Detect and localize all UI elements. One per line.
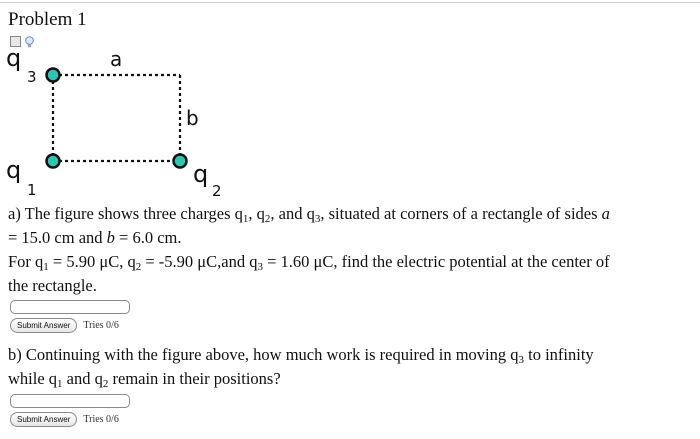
part-a-question — [8, 202, 698, 298]
top-divider — [0, 2, 700, 3]
part-a-submit-row — [10, 318, 119, 333]
part-b-tries: Tries 0/6 — [83, 414, 119, 425]
part-a-line-2: = 15.0 cm and b = 6.0 cm. — [8, 228, 182, 247]
part-a-answer-input[interactable] — [10, 300, 130, 314]
part-a-line-4: the rectangle. — [8, 276, 97, 295]
part-b-line-1: b) Continuing with the figure above, how much work is required in moving $q_3$ to infinity — [8, 345, 594, 366]
q3-label: q — [6, 44, 22, 72]
part-a-line-3: For $q_1 = 5.90$ μC, $q_2 = -5.90$ μC,and $q_3 = 1.60$ μC, find the electric potential at the center of — [8, 252, 610, 273]
part-a-line-1: a) The figure shows three charges $q_1$, $q_2$, and $q_3$, situated at corners of a rectangle of sides a — [8, 204, 610, 225]
side-b-label: b — [186, 106, 199, 130]
q2-subscript: 2 — [212, 182, 222, 199]
charge-figure — [0, 44, 230, 199]
side-a-label: a — [110, 47, 123, 71]
part-a-submit-button[interactable]: Submit Answer — [10, 318, 77, 333]
part-b-line-2: while $q_1$ and $q_2$ remain in their positions? — [8, 369, 281, 390]
q1-subscript: 1 — [27, 181, 37, 199]
q1-label: q — [6, 156, 22, 184]
part-b-question — [8, 343, 698, 391]
part-b-answer-input[interactable] — [10, 394, 130, 408]
charge-q1 — [47, 155, 60, 168]
rectangle-outline — [53, 75, 180, 161]
part-b-submit-row — [10, 412, 119, 427]
charge-q3 — [47, 69, 60, 82]
part-a-tries: Tries 0/6 — [83, 320, 119, 331]
problem-title: Problem 1 — [8, 9, 87, 30]
q2-label: q — [193, 160, 209, 188]
charge-q2 — [174, 155, 187, 168]
q3-subscript: 3 — [27, 68, 37, 86]
part-b-submit-button[interactable]: Submit Answer — [10, 412, 77, 427]
